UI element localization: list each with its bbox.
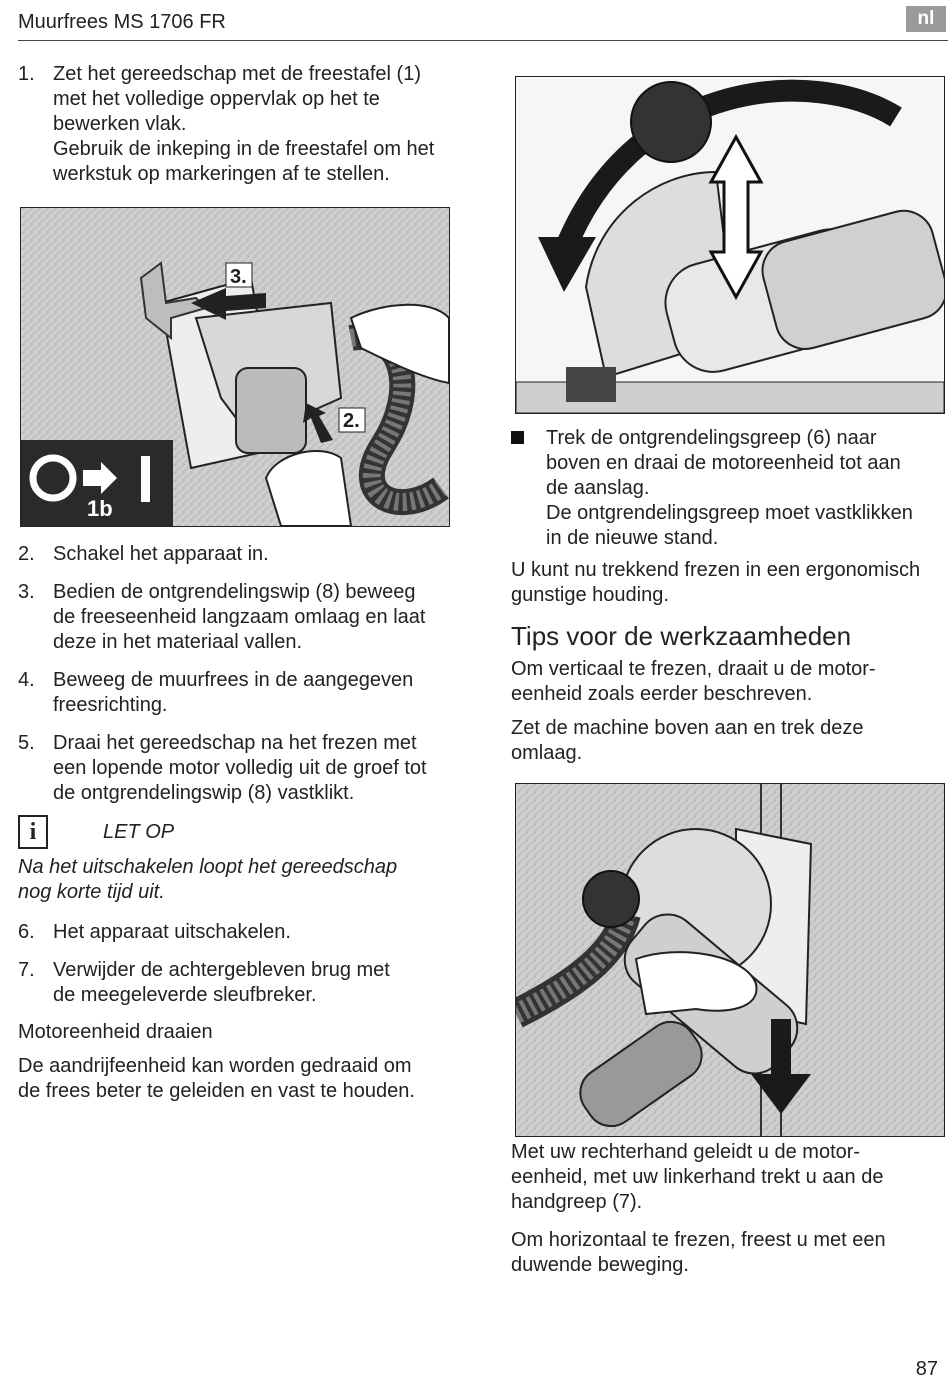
- step-number: 2.: [18, 543, 35, 565]
- router-illustration-3: [516, 784, 944, 1136]
- section-heading: Motoreenheid draaien: [18, 1021, 213, 1043]
- section-paragraph: [18, 1054, 478, 1104]
- step-number: 6.: [18, 921, 35, 943]
- step-number: 5.: [18, 732, 35, 754]
- step-line: met het volledige oppervlak op het te: [53, 88, 380, 110]
- step-line: de freeseenheid langzaam omlaag en laat: [53, 606, 426, 628]
- paragraph: [511, 716, 943, 766]
- step-line: werkstuk op markeringen af te stellen.: [53, 163, 390, 185]
- figure-label-2: 2.: [343, 410, 360, 432]
- list-item: [18, 920, 478, 945]
- paragraph-line: Om horizontaal te frezen, freest u met een: [511, 1229, 886, 1251]
- paragraph: [511, 657, 943, 707]
- document-title: Muurfrees MS 1706 FR: [18, 11, 226, 33]
- bullet-square-icon: [511, 431, 524, 444]
- figure-rotate-motor: [515, 76, 945, 414]
- step-number: 7.: [18, 959, 35, 981]
- step-line: Het apparaat uitschakelen.: [53, 921, 291, 943]
- note-text: [18, 855, 478, 905]
- bullet-line: boven en draai de motoreenheid tot aan: [546, 452, 901, 474]
- step-line: deze in het materiaal vallen.: [53, 631, 303, 653]
- power-on-icon: [141, 456, 150, 502]
- paragraph-line: duwende beweging.: [511, 1254, 689, 1276]
- note-line: nog korte tijd uit.: [18, 881, 165, 903]
- paragraph-line: Om verticaal te frezen, draait u de motor-: [511, 658, 876, 680]
- router-illustration-2: [516, 77, 944, 413]
- paragraph-line: Met uw rechterhand geleidt u de motor-: [511, 1141, 861, 1163]
- paragraph: [511, 1140, 943, 1215]
- list-item: [18, 580, 478, 655]
- router-illustration-1: [21, 208, 449, 526]
- paragraph: [511, 1228, 943, 1278]
- paragraph-line: gunstige houding.: [511, 584, 669, 606]
- step-line: Gebruik de inkeping in de freestafel om het: [53, 138, 435, 160]
- paragraph-line: handgreep (7).: [511, 1191, 643, 1213]
- note-line: Na het uitschakelen loopt het gereedschap: [18, 856, 398, 878]
- step-number: 1.: [18, 63, 35, 85]
- step-line: Beweeg de muurfrees in de aangegeven: [53, 669, 414, 691]
- figure-label-3: 3.: [230, 266, 247, 288]
- step-line: bewerken vlak.: [53, 113, 187, 135]
- step-line: Verwijder de achtergebleven brug met: [53, 959, 390, 981]
- paragraph-line: eenheid zoals eerder beschreven.: [511, 683, 813, 705]
- figure-router-on-table: [20, 207, 450, 527]
- figure-vertical-milling: [515, 783, 945, 1137]
- tips-heading: Tips voor de werkzaamheden: [511, 621, 852, 651]
- info-icon: i: [18, 815, 48, 849]
- step-line: Bedien de ontgrendelingswip (8) beweeg: [53, 581, 416, 603]
- step-line: Draai het gereedschap na het frezen met: [53, 732, 417, 754]
- bullet-line: Trek de ontgrendelingsgreep (6) naar: [546, 427, 877, 449]
- list-item: [18, 731, 478, 806]
- header-rule: [18, 40, 948, 41]
- paragraph-line: U kunt nu trekkend frezen in een ergonomisch: [511, 559, 921, 581]
- figure-label-1b: 1b: [87, 496, 113, 521]
- paragraph-line: De aandrijfeenheid kan worden gedraaid om: [18, 1055, 412, 1077]
- step-number: 4.: [18, 669, 35, 691]
- list-item: [18, 958, 478, 1008]
- note-title: LET OP: [103, 821, 175, 843]
- language-badge: nl: [906, 6, 946, 32]
- list-item: [18, 668, 478, 718]
- bullet-line: in de nieuwe stand.: [546, 527, 719, 549]
- step-line: Zet het gereedschap met de freestafel (1): [53, 63, 421, 85]
- paragraph-line: de frees beter te geleiden en vast te houden.: [18, 1080, 415, 1102]
- step-line: Schakel het apparaat in.: [53, 543, 269, 565]
- step-number: 3.: [18, 581, 35, 603]
- step-line: de meegeleverde sleufbreker.: [53, 984, 317, 1006]
- paragraph: [511, 558, 943, 608]
- paragraph-line: eenheid, met uw linkerhand trekt u aan de: [511, 1166, 884, 1188]
- list-item: [18, 62, 478, 187]
- step-line: freesrichting.: [53, 694, 168, 716]
- paragraph-line: omlaag.: [511, 742, 583, 764]
- page-number: 87: [915, 1358, 938, 1380]
- bullet-line: De ontgrendelingsgreep moet vastklikken: [546, 502, 913, 524]
- step-line: een lopende motor volledig uit de groef tot: [53, 757, 427, 779]
- step-line: de ontgrendelingswip (8) vastklikt.: [53, 782, 355, 804]
- list-item: [18, 542, 478, 567]
- bullet-line: de aanslag.: [546, 477, 650, 499]
- bullet-item: [511, 426, 943, 551]
- paragraph-line: Zet de machine boven aan en trek deze: [511, 717, 864, 739]
